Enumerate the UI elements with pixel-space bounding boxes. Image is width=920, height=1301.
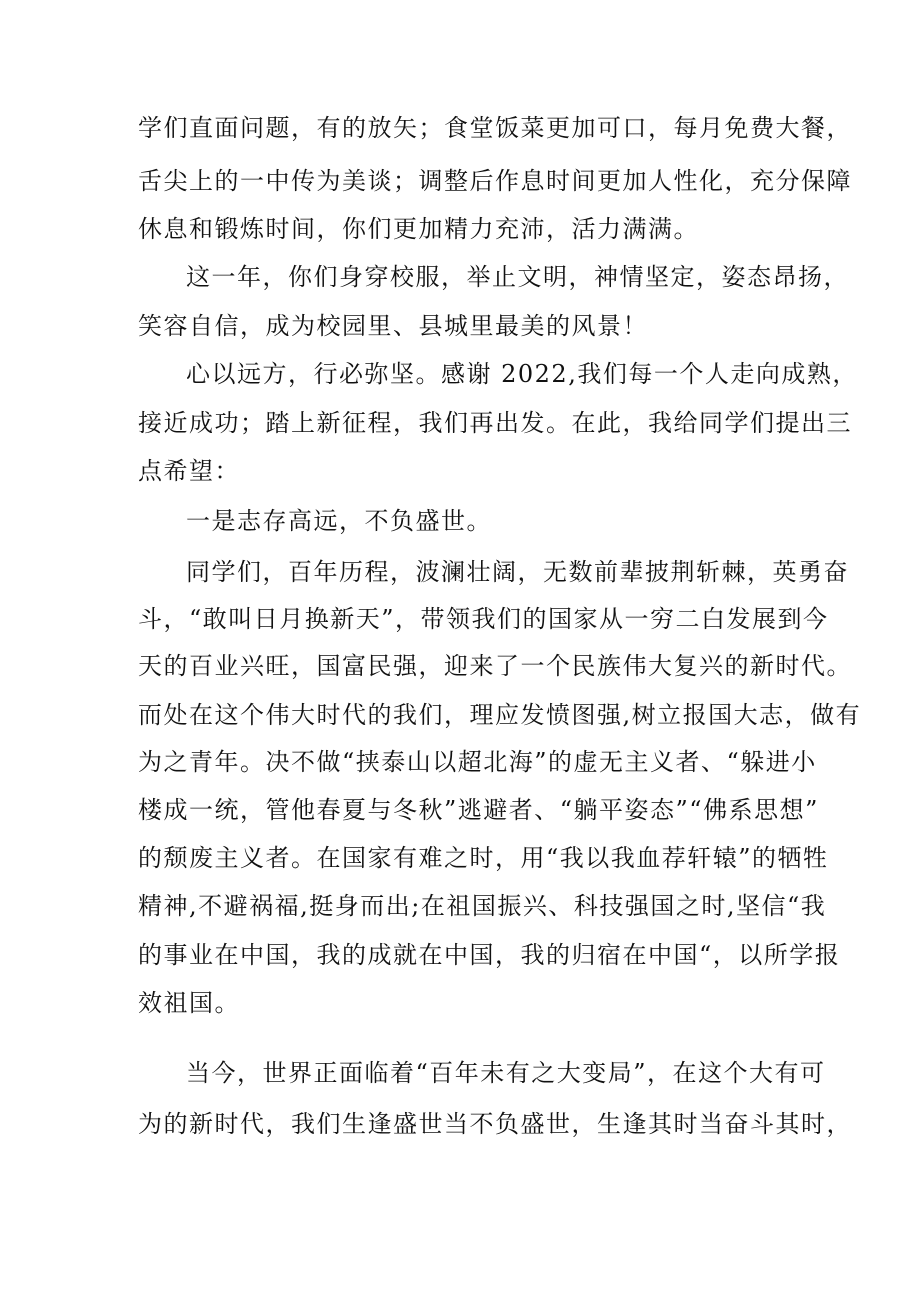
text-line: 效祖国。 [138,989,240,1017]
paragraph-first-line: 当今，世界正面临着“百年未有之大变局”，在这个大有可 [186,1059,826,1087]
text-line: 舌尖上的一中传为美谈；调整后作息时间更加人性化，充分保障 [138,167,852,195]
text-line: 天的百业兴旺，国富民强，迎来了一个民族伟大复兴的新时代。 [138,652,852,680]
text-line: 而处在这个伟大时代的我们，理应发愤图强,树立报国大志，做有 [138,701,862,729]
section-heading: 一是志存高远，不负盛世。 [186,507,492,535]
text-line: 楼成一统，管他春夏与冬秋”逃避者、“躺平姿态”“佛系思想” [138,796,819,824]
text-line: 接近成功；踏上新征程，我们再出发。在此，我给同学们提出三 [138,409,852,437]
text-line: 斗，“敢叫日月换新天”，带领我们的国家从一穷二白发展到今 [138,605,829,633]
text-line: 休息和锻炼时间，你们更加精力充沛，活力满满。 [138,215,699,243]
paragraph-first-line: 同学们，百年历程，波澜壮阔，无数前辈披荆斩棘，英勇奋 [186,558,849,586]
text-line: 学们直面问题，有的放矢；食堂饭菜更加可口，每月免费大餐， [138,114,852,142]
text-line: 笑容自信，成为校园里、县城里最美的风景！ [138,312,648,340]
text-line: 为的新时代，我们生逢盛世当不负盛世，生逢其时当奋斗其时， [138,1110,852,1138]
text-line: 精神,不避祸福,挺身而出;在祖国振兴、科技强国之时,坚信“我 [138,892,827,920]
paragraph-first-line: 这一年，你们身穿校服，举止文明，神情坚定，姿态昂扬， [186,263,849,291]
text-line: 点希望： [138,457,240,485]
text-line: 为之青年。决不做“挟泰山以超北海”的虚无主义者、“躲进小 [138,748,817,776]
paragraph-first-line: 心以远方，行必弥坚。感谢 2022,我们每一个人走向成熟， [186,360,858,388]
text-line: 的事业在中国，我的成就在中国，我的归宿在中国“，以所学报 [138,941,841,969]
text-line: 的颓废主义者。在国家有难之时，用“我以我血荐轩辕”的牺牲 [138,844,829,872]
